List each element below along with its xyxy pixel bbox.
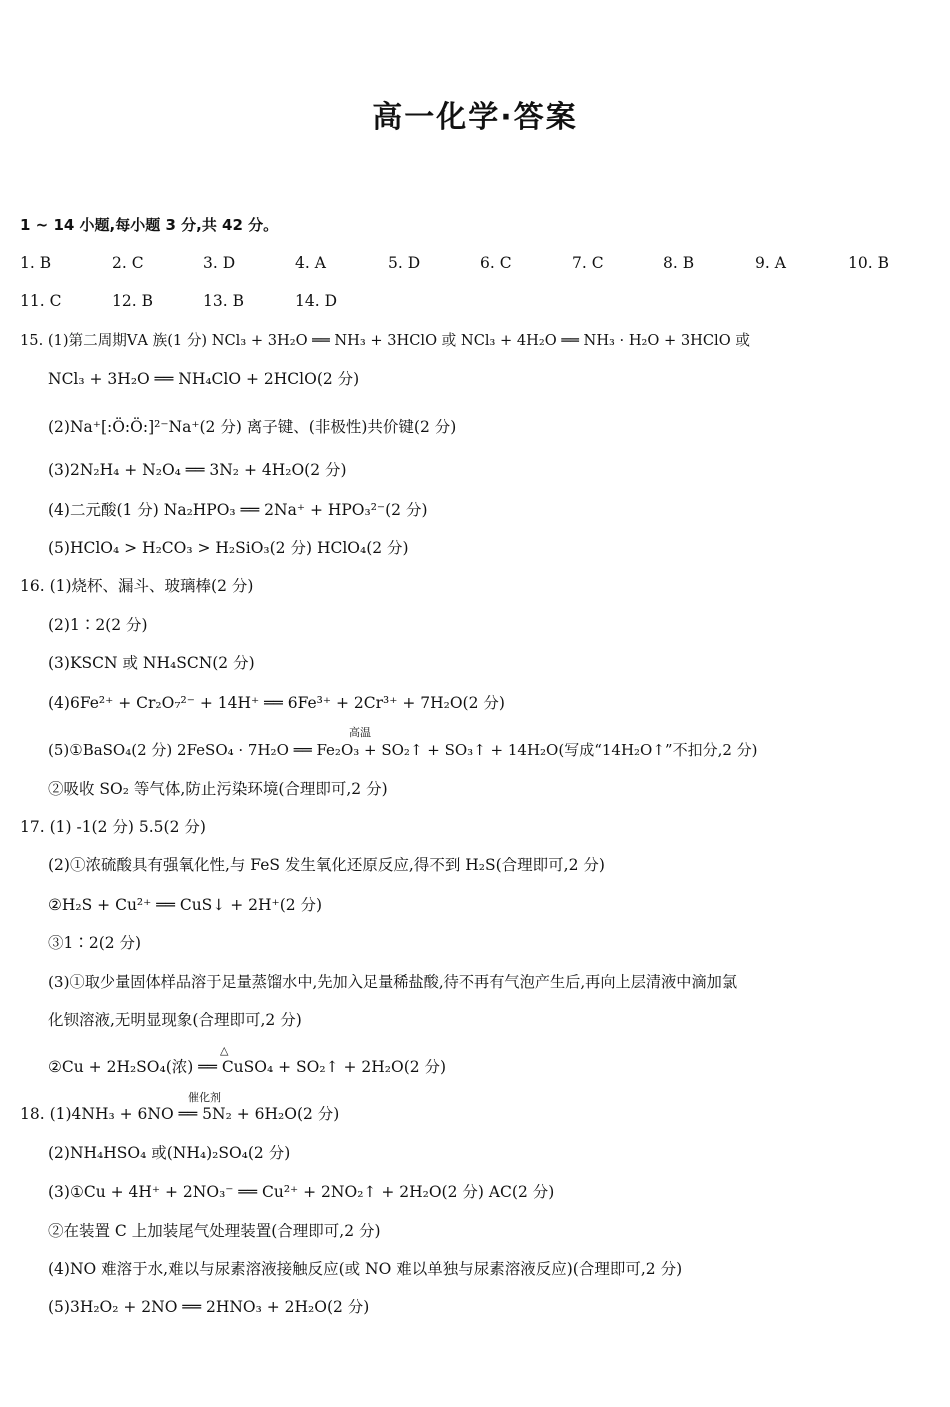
q16-line: (4)6Fe²⁺ + Cr₂O₇²⁻ + 14H⁺ ══ 6Fe³⁺ + 2Cr³⁺ + 7H₂O(2 分) [48, 694, 505, 712]
q18-line: 18. (1)4NH₃ + 6NO ══ 5N₂ + 6H₂O(2 分) [20, 1105, 340, 1123]
q16-line: 16. (1)烧杯、漏斗、玻璃棒(2 分) [20, 577, 254, 595]
q17-line: (3)①取少量固体样品溶于足量蒸馏水中,先加入足量稀盐酸,待不再有气泡产生后,再向上层清液中滴加氯 [48, 973, 738, 991]
q18-line: (4)NO 难溶于水,难以与尿素溶液接触反应(或 NO 难以单独与尿素溶液反应)(合理即可,2 分) [48, 1260, 683, 1278]
q17-line: ③1∶2(2 分) [48, 934, 142, 952]
mc-answer: 12. B [112, 292, 153, 310]
q16-line: (2)1∶2(2 分) [48, 616, 148, 634]
q15-line: NCl₃ + 3H₂O ══ NH₄ClO + 2HClO(2 分) [48, 370, 360, 388]
mc-answer: 9. A [755, 254, 786, 272]
q15-line: (5)HClO₄ > H₂CO₃ > H₂SiO₃(2 分) HClO₄(2 分) [48, 539, 409, 557]
mc-answer: 5. D [388, 254, 421, 272]
mc-answer: 7. C [572, 254, 604, 272]
q18-line: (2)NH₄HSO₄ 或(NH₄)₂SO₄(2 分) [48, 1144, 291, 1162]
q17-line: ②Cu + 2H₂SO₄(浓) ══ CuSO₄ + SO₂↑ + 2H₂O(2 分) [48, 1058, 447, 1076]
mc-answer: 4. A [295, 254, 326, 272]
q18-line: (5)3H₂O₂ + 2NO ══ 2HNO₃ + 2H₂O(2 分) [48, 1298, 370, 1316]
reaction-condition: 高温 [349, 726, 371, 739]
mc-answer: 6. C [480, 254, 512, 272]
q16-line: (5)①BaSO₄(2 分) 2FeSO₄ · 7H₂O ══ Fe₂O₃ + SO₂↑ + SO₃↑ + 14H₂O(写成“14H₂O↑”不扣分,2 分) [48, 741, 758, 759]
q16-line: (3)KSCN 或 NH₄SCN(2 分) [48, 654, 255, 672]
q15-line: (2)Na⁺[:Ö:Ö:]²⁻Na⁺(2 分) 离子键、(非极性)共价键(2 分) [48, 418, 457, 436]
mc-answer: 1. B [20, 254, 52, 272]
mc-answer: 8. B [663, 254, 695, 272]
q17-line: ②H₂S + Cu²⁺ ══ CuS↓ + 2H⁺(2 分) [48, 896, 323, 914]
reaction-condition: △ [220, 1044, 229, 1057]
q17-line: 化钡溶液,无明显现象(合理即可,2 分) [48, 1011, 302, 1029]
mc-answer: 10. B [848, 254, 889, 272]
mc-answer: 3. D [203, 254, 236, 272]
q15-line: (3)2N₂H₄ + N₂O₄ ══ 3N₂ + 4H₂O(2 分) [48, 461, 347, 479]
q18-line: ②在装置 C 上加装尾气处理装置(合理即可,2 分) [48, 1222, 381, 1240]
mc-answer: 13. B [203, 292, 244, 310]
q15-line: 15. (1)第二周期ⅤA 族(1 分) NCl₃ + 3H₂O ══ NH₃ + 3HClO 或 NCl₃ + 4H₂O ══ NH₃ · H₂O + 3HClO 或 [20, 332, 750, 349]
mc-answer: 14. D [295, 292, 338, 310]
q17-line: 17. (1) -1(2 分) 5.5(2 分) [20, 818, 206, 836]
q16-line: ②吸收 SO₂ 等气体,防止污染环境(合理即可,2 分) [48, 780, 388, 798]
q17-line: (2)①浓硫酸具有强氧化性,与 FeS 发生氧化还原反应,得不到 H₂S(合理即可,2 分) [48, 856, 605, 874]
mc-header: 1 ~ 14 小题,每小题 3 分,共 42 分。 [20, 216, 279, 234]
reaction-condition: 催化剂 [188, 1091, 221, 1104]
q15-line: (4)二元酸(1 分) Na₂HPO₃ ══ 2Na⁺ + HPO₃²⁻(2 分) [48, 501, 428, 519]
q18-line: (3)①Cu + 4H⁺ + 2NO₃⁻ ══ Cu²⁺ + 2NO₂↑ + 2H₂O(2 分) AC(2 分) [48, 1183, 555, 1201]
mc-answer: 2. C [112, 254, 144, 272]
page-title: 高一化学·答案 [372, 100, 578, 135]
mc-answer: 11. C [20, 292, 62, 310]
